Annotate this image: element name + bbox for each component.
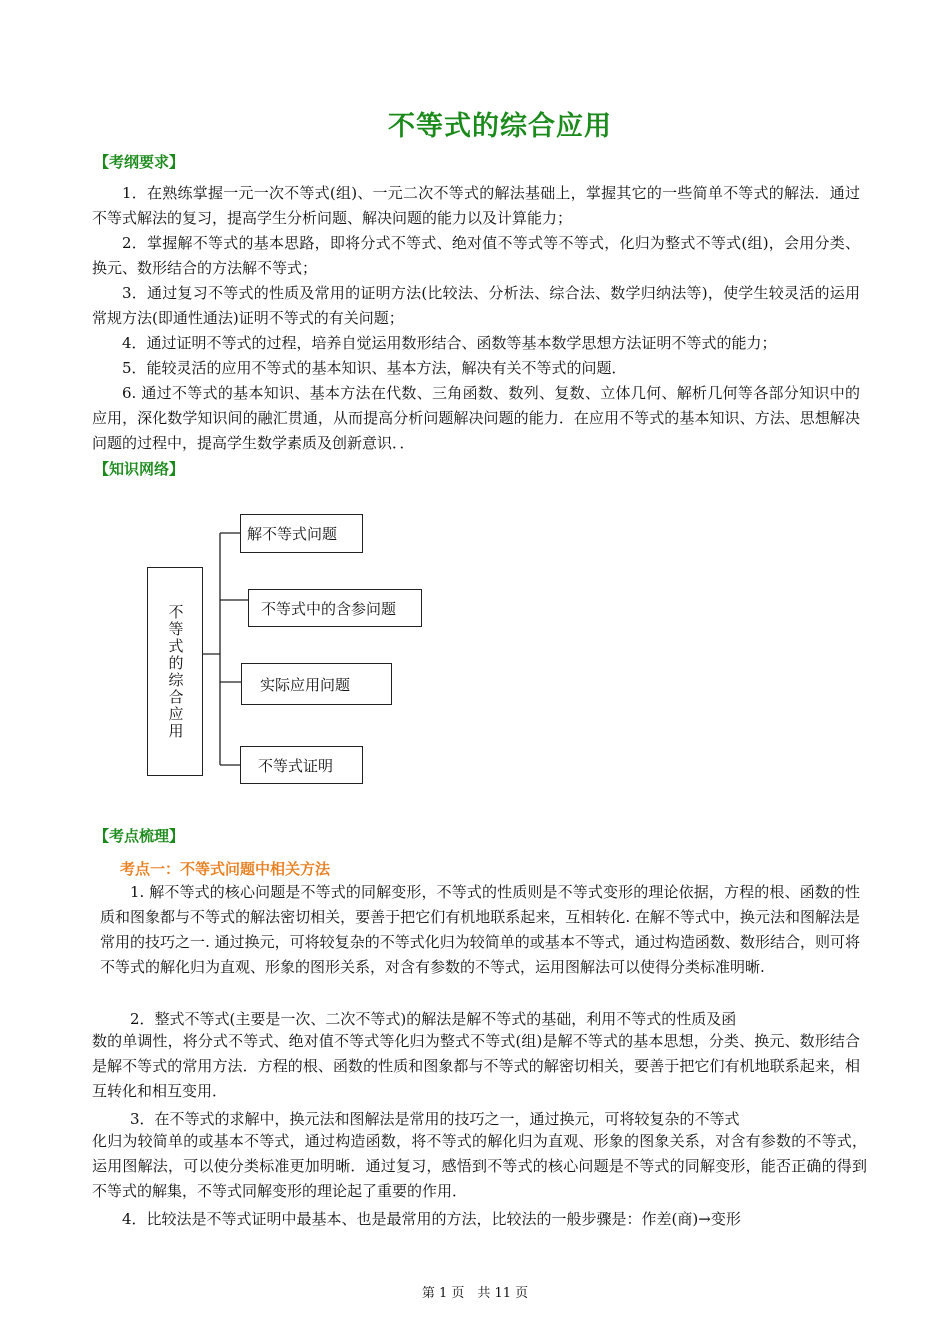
kaodian-1-paragraph-2-first-line: 2．整式不等式(主要是一次、二次不等式)的解法是解不等式的基础，利用不等式的性质及函 — [130, 1010, 737, 1028]
requirement-item-6: 6. 通过不等式的基本知识、基本方法在代数、三角函数、数列、复数、立体几何、解析几何等各部分知识中的应用，深化数学知识间的融汇贯通，从而提高分析问题解决问题的能力．在应用不等式的基本知识、方法、思想解决问题的过程中，提高学生数学素质及创新意识．． — [92, 384, 860, 452]
kaodian-1-title: 考点一：不等式问题中相关方法 — [120, 860, 331, 878]
section-heading-points: 【考点梳理】 — [94, 827, 185, 845]
diagram-branch-1 — [240, 514, 363, 553]
kaodian-1-paragraph-4: 4．比较法是不等式证明中最基本、也是最常用的方法，比较法的一般步骤是：作差(商)→变形 — [122, 1210, 741, 1228]
diagram-branch-3-label: 实际应用问题 — [260, 675, 351, 694]
diagram-root-box — [147, 567, 203, 776]
requirement-item-1: 1．在熟练掌握一元一次不等式(组)、一元二次不等式的解法基础上，掌握其它的一些简单不等式的解法．通过不等式解法的复习，提高学生分析问题、解决问题的能力以及计算能力； — [92, 184, 860, 227]
section-heading-network: 【知识网络】 — [94, 460, 185, 478]
diagram-branch-1-label: 解不等式问题 — [247, 525, 338, 543]
section-heading-requirements: 【考纲要求】 — [94, 153, 185, 171]
diagram-root-label: 不等式的综合应用 — [166, 603, 185, 740]
kaodian-1-paragraph-2: 数的单调性，将分式不等式、绝对值不等式等化归为整式不等式(组)是解不等式的基本思想，分类、换元、数形结合是解不等式的常用方法．方程的根、函数的性质和图象都与不等式的解密切相关，要善于把它们有机地联系起来，相互转化和相互变用． — [92, 1032, 860, 1100]
kaodian-1-paragraph-3: 化归为较简单的或基本不等式，通过构造函数，将不等式的解化归为直观、形象的图象关系，对含有参数的不等式，运用图解法，可以使分类标准更加明晰．通过复习，感悟到不等式的核心问题是不等式的同解变形，能否正确的得到不等式的解集，不等式同解变形的理论起了重要的作用． — [92, 1132, 867, 1200]
requirement-item-5: 5．能较灵活的应用不等式的基本知识、基本方法，解决有关不等式的问题． — [122, 359, 627, 377]
page-footer: 第 1 页 共 11 页 — [421, 1286, 529, 1301]
requirement-item-3: 3．通过复习不等式的性质及常用的证明方法(比较法、分析法、综合法、数学归纳法等)，使学生较灵活的运用常规方法(即通性通法)证明不等式的有关问题； — [92, 284, 860, 327]
diagram-branch-4 — [240, 746, 363, 784]
kaodian-1-paragraph-1: 1. 解不等式的核心问题是不等式的同解变形，不等式的性质则是不等式变形的理论依据，方程的根、函数的性质和图象都与不等式的解法密切相关，要善于把它们有机地联系起来，互相转化. 在解不等式中，换元法和图解法是常用的技巧之一. 通过换元，可将较复杂的不等式化归为较简单的或基本不等式，通过构造函数、数形结合，则可将不等式的解化归为直观、形象的图形关系，对含有参数的不等式，运用图解法可以使得分类标准明晰. — [100, 883, 860, 976]
diagram-branch-3 — [241, 663, 392, 705]
requirement-item-4: 4．通过证明不等式的过程，培养自觉运用数形结合、函数等基本数学思想方法证明不等式的能力； — [122, 334, 777, 352]
requirement-item-2: 2．掌握解不等式的基本思路，即将分式不等式、绝对值不等式等不等式，化归为整式不等式(组)，会用分类、换元、数形结合的方法解不等式； — [92, 234, 860, 277]
kaodian-1-paragraph-3-first-line: 3．在不等式的求解中，换元法和图解法是常用的技巧之一，通过换元，可将较复杂的不等式 — [130, 1110, 740, 1128]
diagram-branch-4-label: 不等式证明 — [258, 756, 334, 775]
diagram-branch-2 — [248, 589, 422, 627]
page-title: 不等式的综合应用 — [388, 111, 612, 142]
diagram-branch-2-label: 不等式中的含参问题 — [261, 599, 397, 618]
